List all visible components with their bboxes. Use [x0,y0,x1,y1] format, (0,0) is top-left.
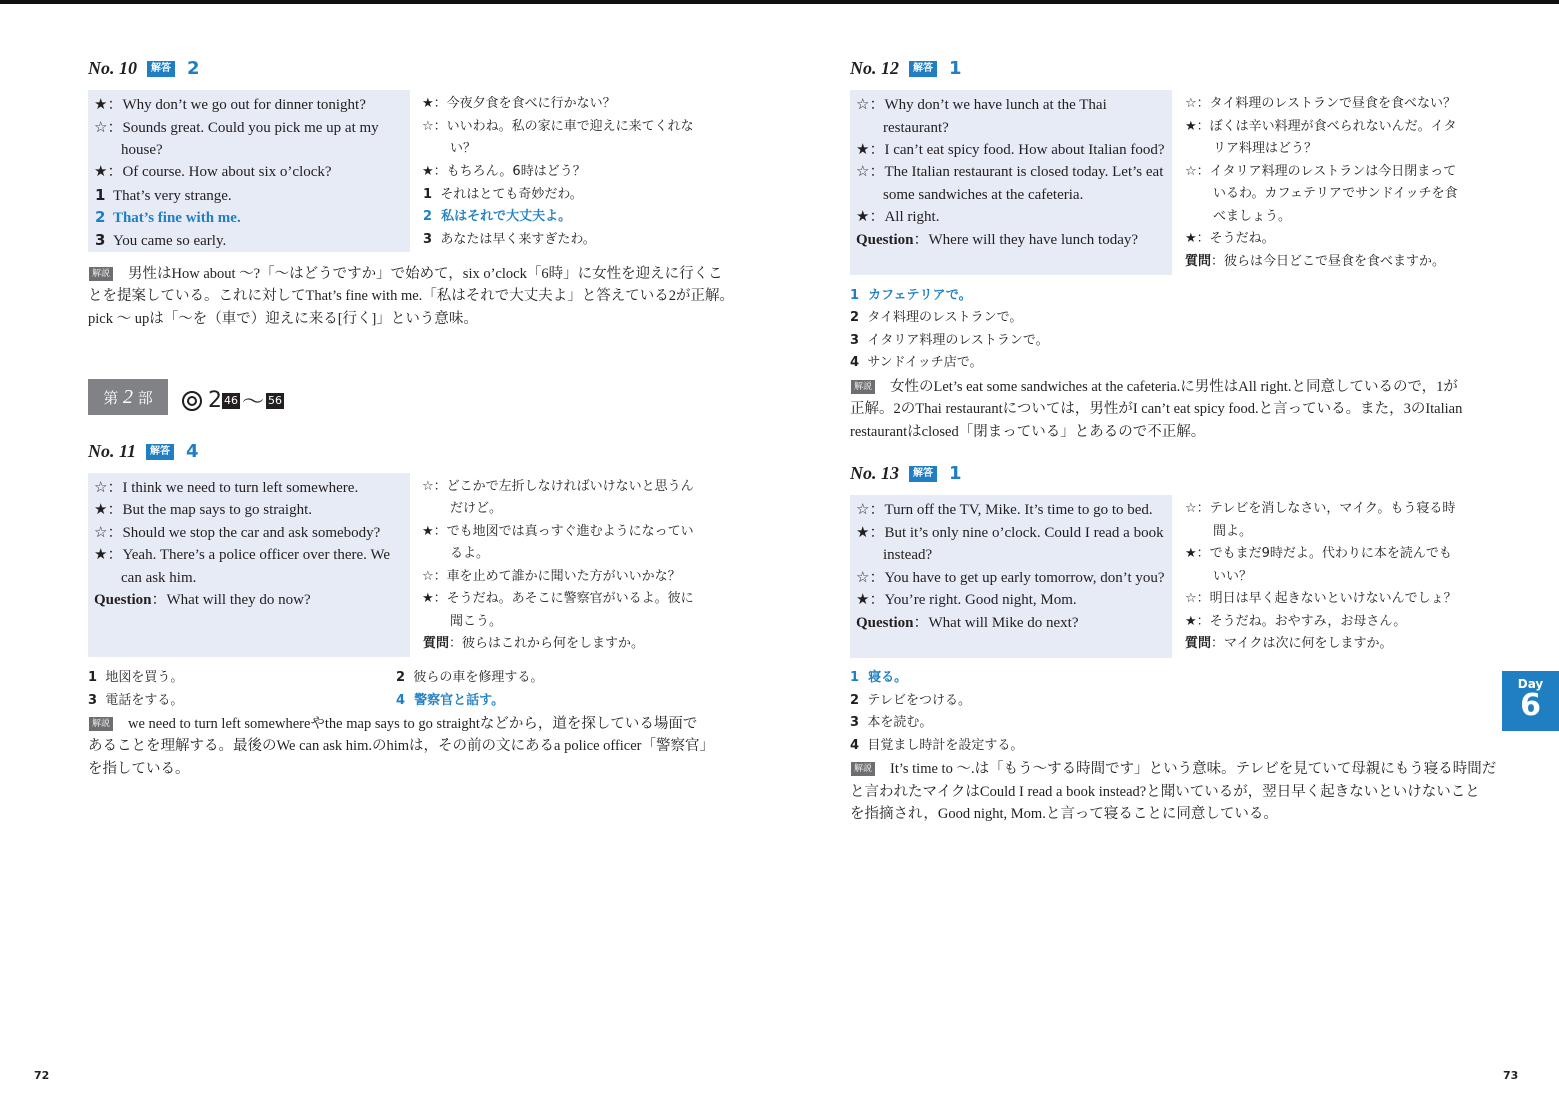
translation-line: るよ。 [450,546,490,561]
dialogue-line: ☆：I think we need to turn left somewhere. [94,480,359,496]
option-4: 4 目覚まし時計を設定する。 [850,738,1024,753]
dialogue-line: ★：But it’s only nine o’clock. Could I read a book [856,525,1164,541]
day-label: Day [1517,677,1544,691]
translation-line: ☆：テレビを消しなさい，マイク。もう寝る時 [1185,501,1456,516]
question-header-no11 [88,441,199,462]
answer-badge: 解答 [909,466,937,482]
option-2: 2 テレビをつける。 [850,693,972,708]
dialogue-line: can ask him. [121,570,197,586]
question-number: No. 11 [88,441,137,461]
dialogue-line: ☆：Sounds great. Could you pick me up at my [94,120,379,136]
dialogue-line: ☆：The Italian restaurant is closed today. Let’s eat [856,164,1164,180]
question-line: Question：Where will they have lunch today? [856,232,1139,248]
translation-line: ★：そうだね。おやすみ，お母さん。 [1185,614,1407,629]
explanation-line: を指している。 [88,761,190,777]
answer-badge: 解答 [147,61,175,77]
translation-line: 間よ。 [1213,524,1253,539]
dialogue-line: ★：Of course. How about six o’clock? [94,164,332,180]
translation-line: ★：今夜夕食を食べに行かない？ [422,96,616,111]
option-4: 4 サンドイッチ店で。 [850,355,983,370]
explanation-line: あることを理解する。最後のWe can ask him.のhimは，その前の文にあるa police officer「警察官」 [88,738,715,754]
explanation-label: 解説 [89,717,113,731]
option-en-3: 3 You came so early. [95,231,227,249]
dialogue-line: house? [121,142,163,158]
explanation-line: 正解。2のThai restaurantについては，男性がI can’t eat spicy food.と言っている。また，3のItalian [850,401,1463,417]
explanation-line: restaurantはclosed「閉まっている」とあるので不正解。 [850,424,1206,440]
translation-line: い？ [450,141,477,156]
option-jp-3: 3 あなたは早く来すぎたわ。 [423,232,596,247]
option-1-correct: 1 寝る。 [850,670,908,685]
option-1-correct: 1 カフェテリアで。 [850,288,972,303]
translation-line: だけど。 [450,501,503,516]
question-line: Question：What will Mike do next? [856,615,1079,631]
explanation-line: を指摘され，Good night, Mom.と言って寝ることに同意している。 [850,806,1278,822]
dialogue-line: ★：I can’t eat spicy food. How about Italian food? [856,142,1165,158]
dialogue-line: ☆：Why don’t we have lunch at the Thai [856,97,1107,113]
explanation-line: と言われたマイクはCould I read a book instead?と聞いているが，翌日早く起きないといけないこと [850,784,1480,800]
translation-line: べましょう。 [1213,209,1292,224]
dialogue-line: ★：Why don’t we go out for dinner tonight? [94,97,366,113]
dialogue-line: restaurant? [883,120,949,136]
translation-line: ☆：タイ料理のレストランで昼食を食べない？ [1185,96,1457,111]
translation-line: いるわ。カフェテリアでサンドイッチを食 [1213,186,1458,201]
translation-line: リア料理はどう？ [1213,141,1318,156]
option-en-1: 1 That’s very strange. [95,186,232,204]
dialogue-line: ☆：You have to get up early tomorrow, don’t you? [856,570,1165,586]
explanation-line: It’s time to ～.は「もう～する時間です」という意味。テレビを見ていて母親にもう寝る時間だ [890,761,1497,777]
question-translation: 質問：マイクは次に何をしますか。 [1185,636,1393,651]
question-header-no13 [850,463,962,484]
answer-badge: 解答 [146,444,174,460]
question-number: No. 12 [850,58,899,78]
option-jp-1: 1 それはとても奇妙だわ。 [423,187,583,202]
question-number: No. 13 [850,463,899,483]
dialogue-line: ★：All right. [856,209,940,225]
question-line: Question：What will they do now? [94,592,311,608]
option-1: 1 地図を買う。 [88,670,184,685]
translation-line: ★：でも地図では真っすぐ進むようになってい [422,524,694,539]
dialogue-line: ☆：Should we stop the car and ask somebody? [94,525,381,541]
option-2: 2 彼らの車を修理する。 [396,670,544,685]
translation-line: ★：そうだね。あそこに警察官がいるよ。彼に [422,591,694,606]
option-2: 2 タイ料理のレストランで。 [850,310,1023,325]
option-3: 3 電話をする。 [88,693,184,708]
answer-number: 2 [187,58,200,79]
explanation-line: pick ～ upは「～を（車で）迎えに来る[行く]」という意味。 [88,311,478,327]
explanation-label: 解説 [89,267,113,281]
page-number-left: 72 [34,1069,50,1082]
translation-line: ☆：いいわね。私の家に車で迎えに来てくれな [422,119,694,134]
question-header-no10 [88,58,200,79]
cd-icon [182,391,202,411]
explanation-label: 解説 [851,762,875,776]
translation-line: ☆：明日は早く起きないといけないんでしょ？ [1185,591,1457,606]
day-number: 6 [1520,688,1541,723]
audio-track-range: 2 46 〜 56 [182,385,284,416]
translation-line: いい？ [1213,569,1253,584]
page-number-right: 73 [1503,1069,1519,1082]
translation-line: ☆：車を止めて誰かに聞いた方がいいかな？ [422,569,681,584]
part-2-badge: 第 2 部 [88,379,168,415]
option-4-correct: 4 警察官と話す。 [396,693,505,708]
question-header-no12 [850,58,962,79]
translation-line: ★：そうだね。 [1185,231,1275,246]
dialogue-line: some sandwiches at the cafeteria. [883,187,1084,203]
dialogue-line: ★：Yeah. There’s a police officer over there. We [94,547,391,563]
translation-line: 聞こう。 [450,614,503,629]
translation-line: ★：ぼくは辛い料理が食べられないんだ。イタ [1185,119,1457,134]
answer-number: 1 [949,463,962,484]
translation-line: ★：もちろん。6時はどう？ [422,164,586,179]
explanation-label: 解説 [851,380,875,394]
explanation-line: we need to turn left somewhereやthe map says to go straightなどから，道を探している場面で [128,716,698,732]
translation-line: ☆：どこかで左折しなければいけないと思うん [422,479,694,494]
translation-line: ★：でもまだ9時だよ。代わりに本を読んでも [1185,546,1452,561]
answer-badge: 解答 [909,61,937,77]
top-border [0,0,1559,4]
question-number: No. 10 [88,58,137,78]
answer-number: 1 [949,58,962,79]
day-tab [1502,671,1559,731]
answer-number: 4 [186,441,199,462]
option-3: 3 イタリア料理のレストランで。 [850,333,1049,348]
explanation-line: 男性はHow about ～?「～はどうですか」で始めて，six o’clock「6時」に女性を迎えに行くこ [128,266,723,282]
question-translation: 質問：彼らはこれから何をしますか。 [423,636,645,651]
explanation-line: 女性のLet’s eat some sandwiches at the cafeteria.に男性はAll right.と同意しているので，1が [890,379,1458,395]
option-jp-2-correct: 2 私はそれで大丈夫よ。 [423,209,572,224]
translation-line: ☆：イタリア料理のレストランは今日閉まって [1185,164,1457,179]
option-en-2-correct: 2 That’s fine with me. [95,208,241,226]
dialogue-line: ☆：Turn off the TV, Mike. It’s time to go to bed. [856,502,1153,518]
dialogue-line: ★：But the map says to go straight. [94,502,313,518]
option-3: 3 本を読む。 [850,715,933,730]
explanation-line: とを提案している。これに対してThat’s fine with me.「私はそれで大丈夫よ」と答えている2が正解。 [88,288,735,304]
dialogue-line: ★：You’re right. Good night, Mom. [856,592,1077,608]
question-translation: 質問：彼らは今日どこで昼食を食べますか。 [1185,254,1446,269]
dialogue-line: instead? [883,547,933,563]
